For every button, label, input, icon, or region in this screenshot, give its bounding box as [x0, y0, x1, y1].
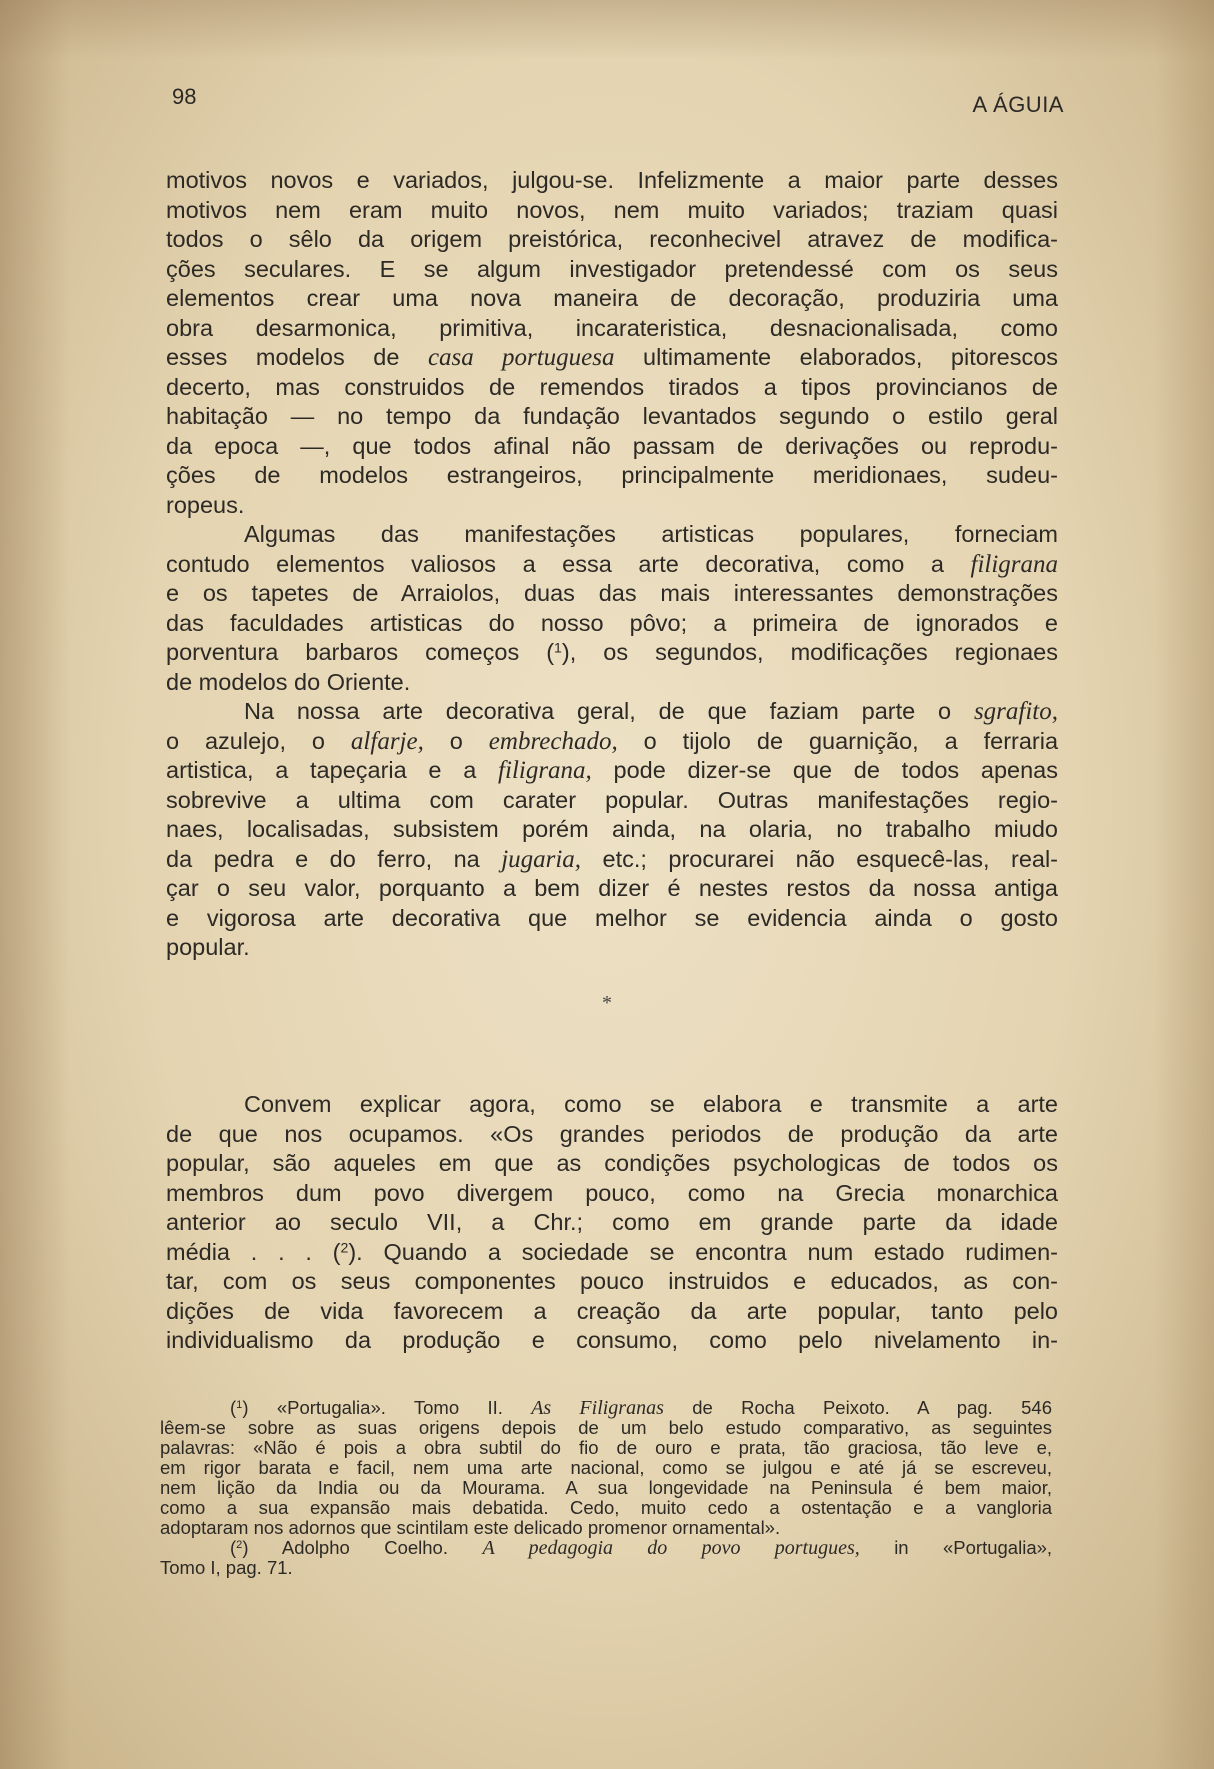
text-run: artistica, a tapeçaria e a [166, 757, 477, 783]
text-line: dições de vida favorecem a creação da arte popular, tanto pelo [166, 1297, 1058, 1324]
footnote-ref: 2 [340, 1238, 349, 1255]
text-line: e vigorosa arte decorativa que melhor se evidencia ainda o gosto [166, 904, 1058, 931]
text-run: o [449, 727, 463, 754]
text-run: ultimamente elaborados, pitorescos [643, 344, 1059, 370]
italic-term: sgrafito, [973, 698, 1058, 725]
text-line: individualismo da produção e consumo, como pelo nivelamento in- [166, 1327, 1058, 1353]
text-line: ções seculares. E se algum investigador pretendessé com os seus [166, 255, 1058, 282]
text-line: popular. [166, 934, 250, 960]
footnote-line: nem lição da India ou da Mourama. A sua longevidade na Peninsula é bem maior, [160, 1477, 1052, 1498]
page-edge-shadow [0, 0, 70, 1769]
text-line: habitação — no tempo da fundação levantados segundo o estilo geral [166, 403, 1058, 429]
footnote-ref: 1 [554, 639, 562, 656]
text-run: etc.; procurarei não esquecê-las, real- [602, 845, 1059, 872]
text-line: decerto, mas construidos de remendos tirados a tipos provincianos de [166, 373, 1058, 400]
text-run: pode dizer-se que de todos apenas [613, 757, 1058, 783]
italic-term: embrechado, [488, 727, 618, 755]
text-line [166, 727, 1058, 757]
text-line: ções de modelos estrangeiros, principalmente meridionaes, sudeu- [166, 462, 1058, 488]
main-text-section-2 [166, 1090, 1058, 1356]
text-line: sobrevive a ultima com carater popular. Outras manifestações regio- [166, 786, 1058, 813]
text-line: de que nos ocupamos. «Os grandes periodos de produção da arte [166, 1120, 1058, 1147]
italic-term: alfarje, [350, 727, 424, 755]
text-line: motivos novos e variados, julgou-se. Infelizmente a maior parte desses [166, 167, 1058, 193]
text-run: contudo elementos valiosos a essa arte decorativa, como a [166, 550, 944, 577]
footnote-line: como a sua expansão mais debatida. Cedo, muito cedo a ostentação e a vangloria [160, 1497, 1052, 1518]
text-line: e os tapetes de Arraiolos, duas das mais interessantes demonstrações [166, 580, 1058, 606]
italic-term: jugaria, [501, 845, 582, 873]
footnote-line: adoptaram nos adornos que scintilam este delicado promenor ornamental». [160, 1517, 781, 1538]
text-line: da epoca —, que todos afinal não passam de derivações ou reprodu- [166, 432, 1058, 459]
text-line [166, 756, 1058, 786]
footnote-line: Tomo I, pag. 71. [160, 1557, 293, 1578]
text-line: Convem explicar agora, como se elabora e transmite a arte [244, 1091, 1058, 1117]
text-run: esses modelos de [166, 344, 400, 370]
page-edge-shadow [1154, 0, 1214, 1769]
page-edge-shadow [0, 0, 1214, 60]
footnotes [160, 1398, 1052, 1578]
italic-title: As Filigranas [531, 1397, 664, 1419]
text-line: das faculdades artisticas do nosso pôvo; a primeira de ignorados e [166, 609, 1058, 636]
text-line: de modelos do Oriente. [166, 668, 411, 695]
running-head: A ÁGUIA [972, 92, 1064, 117]
text-line: çar o seu valor, porquanto a bem dizer é nestes restos da nossa antiga [166, 875, 1058, 901]
text-run: Na nossa arte decorativa geral, de que faziam parte o [244, 698, 952, 724]
text-line: anterior ao seculo VII, a Chr.; como em grande parte da idade [166, 1209, 1058, 1235]
text-line: tar, com os seus componentes pouco instruidos e educados, as con- [166, 1268, 1058, 1294]
page-number: 98 [172, 84, 197, 109]
text-line [166, 1238, 1058, 1268]
text-run: média . . . ($^2$). Quando a sociedade se encontra num estado rudimen- [166, 1238, 1058, 1265]
text-line: ropeus. [166, 491, 245, 518]
footnote-marker: 1 [236, 1398, 243, 1411]
footnote-line: em rigor barata e facil, nem uma arte nacional, como se julgou e até já se escreveu, [160, 1457, 1052, 1478]
footnote-line: ($^1$) «Portugalia». Tomo II. As Filigranas de Rocha Peixoto. A pag. 546 [230, 1397, 1052, 1419]
section-separator: * [602, 992, 612, 1014]
footnote-marker: 2 [236, 1538, 243, 1551]
text-line [166, 343, 1058, 373]
text-run: o tijolo de guarnição, a ferraria [643, 727, 1059, 754]
text-line: naes, localisadas, subsistem porém ainda, na olaria, no trabalho miudo [166, 816, 1058, 842]
text-line: popular, são aqueles em que as condições psychologicas de todos os [166, 1150, 1058, 1176]
italic-term: filigrana [970, 550, 1059, 578]
text-run: da pedra e do ferro, na [166, 845, 480, 872]
text-line [166, 550, 1058, 580]
footnote-line: palavras: «Não é pois a obra subtil do fio de ouro e prata, tão graciosa, tão leve e, [160, 1437, 1052, 1458]
text-run: o azulejo, o [166, 727, 325, 754]
italic-term: casa portuguesa [427, 344, 615, 371]
text-line: todos o sêlo da origem preistórica, reconhecivel atravez de modifica- [166, 226, 1058, 252]
text-line: membros dum povo divergem pouco, como na Grecia monarchica [166, 1179, 1058, 1206]
text-line [166, 638, 1058, 668]
text-line: Algumas das manifestações artisticas populares, forneciam [244, 521, 1058, 547]
italic-title: A pedagogia do povo portugues, [482, 1537, 860, 1559]
text-line: obra desarmonica, primitiva, incarateristica, desnacionalisada, como [166, 314, 1058, 341]
footnote-line: lêem-se sobre as suas origens depois de um belo estudo comparativo, as seguintes [160, 1417, 1052, 1438]
text-line: motivos nem eram muito novos, nem muito variados; traziam quasi [166, 196, 1058, 223]
text-line: elementos crear uma nova maneira de decoração, produziria uma [166, 285, 1058, 311]
text-line [166, 697, 1058, 727]
page-header [172, 84, 1064, 124]
main-text-section-1 [166, 166, 1058, 963]
text-line [166, 845, 1058, 875]
italic-term: filigrana, [498, 757, 592, 784]
footnote-line: ($^2$) Adolpho Coelho. A pedagogia do povo portugues, in «Portugalia», [230, 1537, 1053, 1559]
text-run: porventura barbaros começos ($^1$), os segundos, modificações regionaes [166, 639, 1058, 665]
